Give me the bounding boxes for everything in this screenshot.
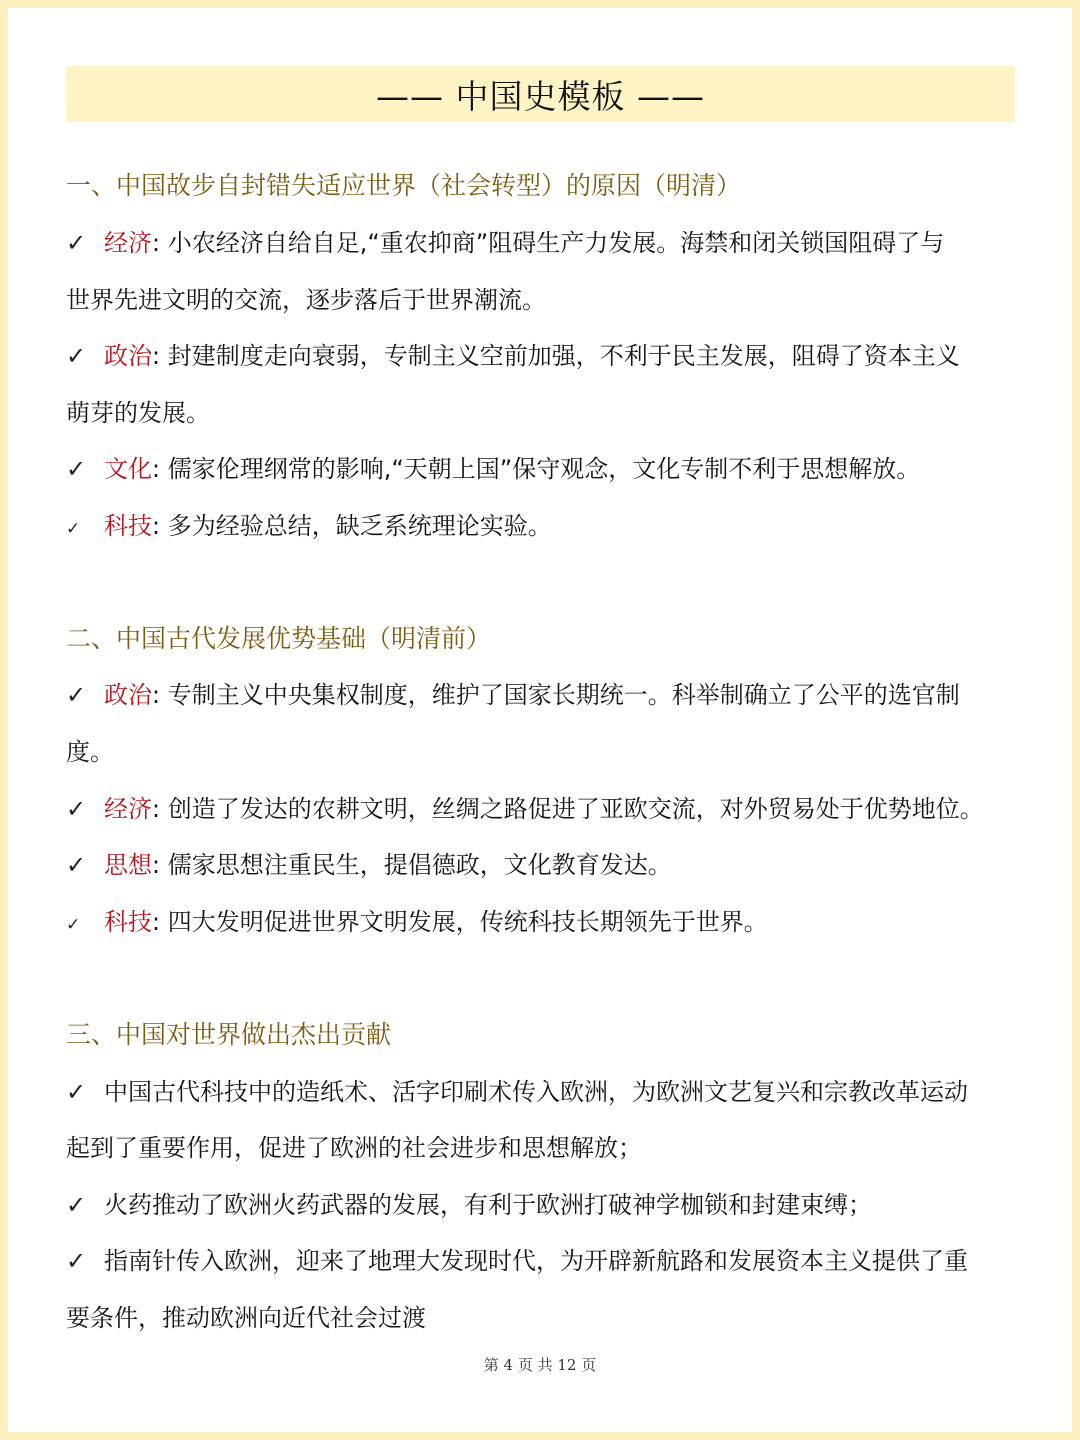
item-text: 中国古代科技中的造纸术、活字印刷术传入欧洲，为欧洲文艺复兴和宗教改革运动 <box>104 1078 968 1106</box>
item-text-continued: 要条件，推动欧洲向近代社会过渡 <box>66 1304 426 1332</box>
list-item <box>66 1246 968 1276</box>
item-text: 多为经验总结，缺乏系统理论实验。 <box>167 512 552 540</box>
checkmark-icon: ✓ <box>66 851 87 879</box>
list-item <box>66 680 960 710</box>
list-item <box>66 511 552 544</box>
item-text-continued: 世界先进文明的交流，逐步落后于世界潮流。 <box>66 286 546 314</box>
checkmark-icon: ✓ <box>66 1078 87 1106</box>
checkmark-icon: ✓ <box>66 795 87 823</box>
list-item <box>66 341 960 371</box>
item-separator: : <box>152 512 168 540</box>
list-item <box>66 850 672 880</box>
list-item <box>66 454 920 484</box>
checkmark-icon: ✓ <box>66 915 81 935</box>
section-heading-3: 三、中国对世界做出杰出贡献 <box>66 1020 392 1049</box>
item-separator: : <box>152 851 168 879</box>
checkmark-icon: ✓ <box>66 1247 87 1275</box>
item-separator: : <box>152 795 168 823</box>
section-heading-2: 二、中国古代发展优势基础（明清前） <box>66 624 492 653</box>
document-page <box>8 8 1072 1432</box>
item-separator: : <box>152 908 168 936</box>
item-keyword: 政治 <box>104 342 152 370</box>
item-separator: : <box>152 342 168 370</box>
list-item <box>66 228 944 258</box>
item-keyword: 思想 <box>104 851 152 879</box>
item-keyword: 经济 <box>104 795 152 823</box>
list-item <box>66 907 768 940</box>
item-keyword: 经济 <box>104 229 152 257</box>
item-separator: : <box>152 681 168 709</box>
checkmark-icon: ✓ <box>66 342 87 370</box>
item-text: 四大发明促进世界文明发展，传统科技长期领先于世界。 <box>167 908 768 936</box>
checkmark-icon: ✓ <box>66 455 87 483</box>
checkmark-icon: ✓ <box>66 229 87 257</box>
item-text-continued: 萌芽的发展。 <box>66 399 210 427</box>
item-text-continued: 度。 <box>66 738 114 766</box>
item-keyword: 科技 <box>104 512 152 540</box>
page-number-footer: 第 4 页 共 12 页 <box>483 1356 597 1374</box>
item-keyword: 文化 <box>104 455 152 483</box>
page-title: —— 中国史模板 —— <box>66 66 1015 122</box>
item-text: 儒家思想注重民生，提倡德政，文化教育发达。 <box>167 851 672 879</box>
item-text: 封建制度走向衰弱，专制主义空前加强，不利于民主发展，阻碍了资本主义 <box>167 342 960 370</box>
item-text: 儒家伦理纲常的影响,“天朝上国”保守观念，文化专制不利于思想解放。 <box>167 455 921 483</box>
list-item <box>66 1190 872 1220</box>
checkmark-icon: ✓ <box>66 681 87 709</box>
item-separator: : <box>152 229 168 257</box>
item-text: 火药推动了欧洲火药武器的发展，有利于欧洲打破神学枷锁和封建束缚； <box>104 1191 872 1219</box>
list-item <box>66 794 984 824</box>
item-text: 创造了发达的农耕文明，丝绸之路促进了亚欧交流，对外贸易处于优势地位。 <box>167 795 984 823</box>
checkmark-icon: ✓ <box>66 519 81 539</box>
item-separator: : <box>152 455 168 483</box>
checkmark-icon: ✓ <box>66 1191 87 1219</box>
item-keyword: 科技 <box>104 908 152 936</box>
section-heading-1: 一、中国故步自封错失适应世界（社会转型）的原因（明清） <box>66 171 742 200</box>
item-keyword: 政治 <box>104 681 152 709</box>
item-text: 指南针传入欧洲，迎来了地理大发现时代，为开辟新航路和发展资本主义提供了重 <box>104 1247 968 1275</box>
item-text-continued: 起到了重要作用，促进了欧洲的社会进步和思想解放； <box>66 1134 642 1162</box>
item-text: 专制主义中央集权制度，维护了国家长期统一。科举制确立了公平的选官制 <box>167 681 960 709</box>
item-text: 小农经济自给自足,“重农抑商”阻碍生产力发展。海禁和闭关锁国阻碍了与 <box>167 229 945 257</box>
list-item <box>66 1077 968 1107</box>
